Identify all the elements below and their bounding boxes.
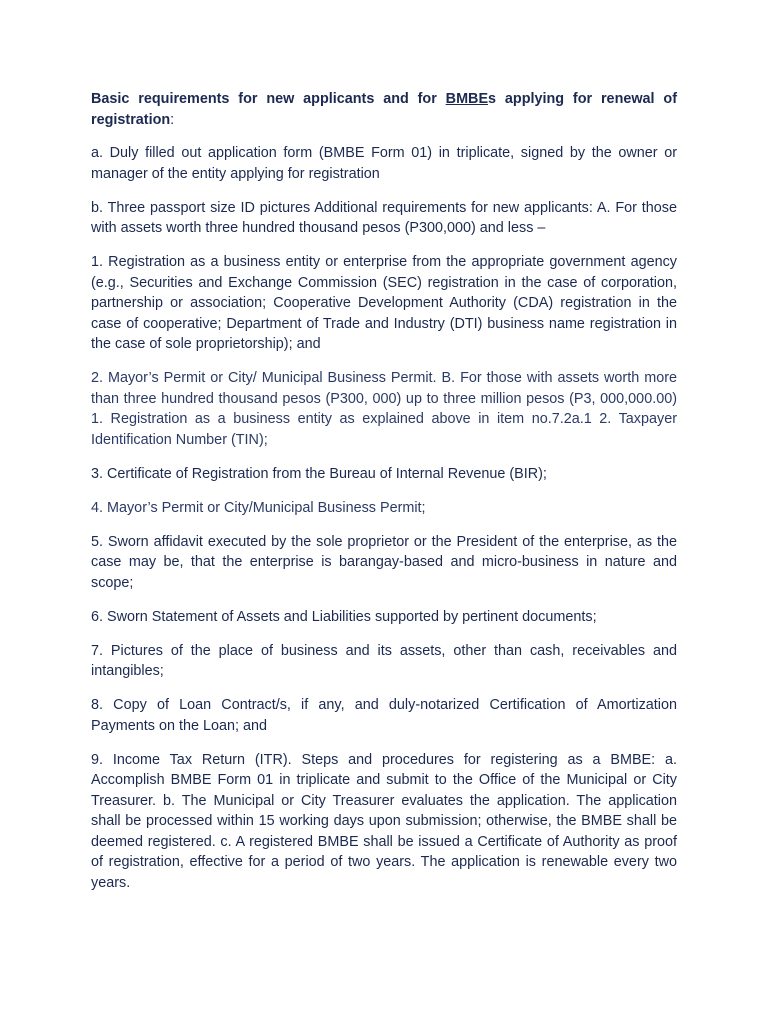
heading-part2: s applying for renewal of registration (91, 91, 677, 128)
document-page (91, 89, 677, 907)
requirements-heading (91, 89, 677, 130)
paragraph-8: 8. Copy of Loan Contract/s, if any, and duly-notarized Certification of Amortization Payments on the Loan; and (91, 697, 677, 734)
heading-part1: Basic requirements for new applicants and for (91, 91, 446, 107)
paragraph-6: 6. Sworn Statement of Assets and Liabilities supported by pertinent documents; (91, 608, 597, 625)
paragraph-5: 5. Sworn affidavit executed by the sole proprietor or the President of the enterprise, as the case may be, that the enterprise is barangay-based and micro-business in nature and scope; (91, 533, 677, 591)
paragraph-b: b. Three passport size ID pictures Additional requirements for new applicants: A. For those with assets worth three hundred thousand pesos (P300,000) and less – (91, 199, 677, 236)
paragraph-7: 7. Pictures of the place of business and its assets, other than cash, receivables and intangibles; (91, 642, 677, 679)
paragraph-9: 9. Income Tax Return (ITR). Steps and procedures for registering as a BMBE: a. Accomplish BMBE Form 01 in triplicate and submit to the Office of the Municipal or City Treasurer. b. The Municipal or City Treasurer evaluates the application. The application shall be processed within 15 working days upon submission; otherwise, the BMBE shall be deemed registered. c. A registered BMBE shall be issued a Certificate of Authority as proof of registration, effective for a period of two years. The application is renewable every two years. (91, 751, 677, 891)
paragraph-1: 1. Registration as a business entity or enterprise from the appropriate government agency (e.g., Securities and Exchange Commission (SEC) registration in the case of corporation, partnership or association; Cooperative Development Authority (CDA) registration in the case of cooperative; Department of Trade and Industry (DTI) business name registration in the case of sole proprietorship); and (91, 254, 677, 352)
paragraph-2: 2. Mayor’s Permit or City/ Municipal Business Permit. B. For those with assets worth more than three hundred thousand pesos (P300, 000) up to three million pesos (P3, 000,000.00) 1. Registration as a business entity as explained above in item no.7.2a.1 2. Taxpayer Identification Number (TIN); (91, 370, 677, 448)
heading-bmbe-underlined: BMBE (445, 91, 489, 107)
paragraph-3: 3. Certificate of Registration from the Bureau of Internal Revenue (BIR); (91, 465, 547, 482)
paragraph-a: a. Duly filled out application form (BMBE Form 01) in triplicate, signed by the owner or manager of the entity applying for registration (91, 145, 677, 182)
heading-colon: : (170, 111, 175, 128)
paragraph-4: 4. Mayor’s Permit or City/Municipal Business Permit; (91, 499, 426, 516)
